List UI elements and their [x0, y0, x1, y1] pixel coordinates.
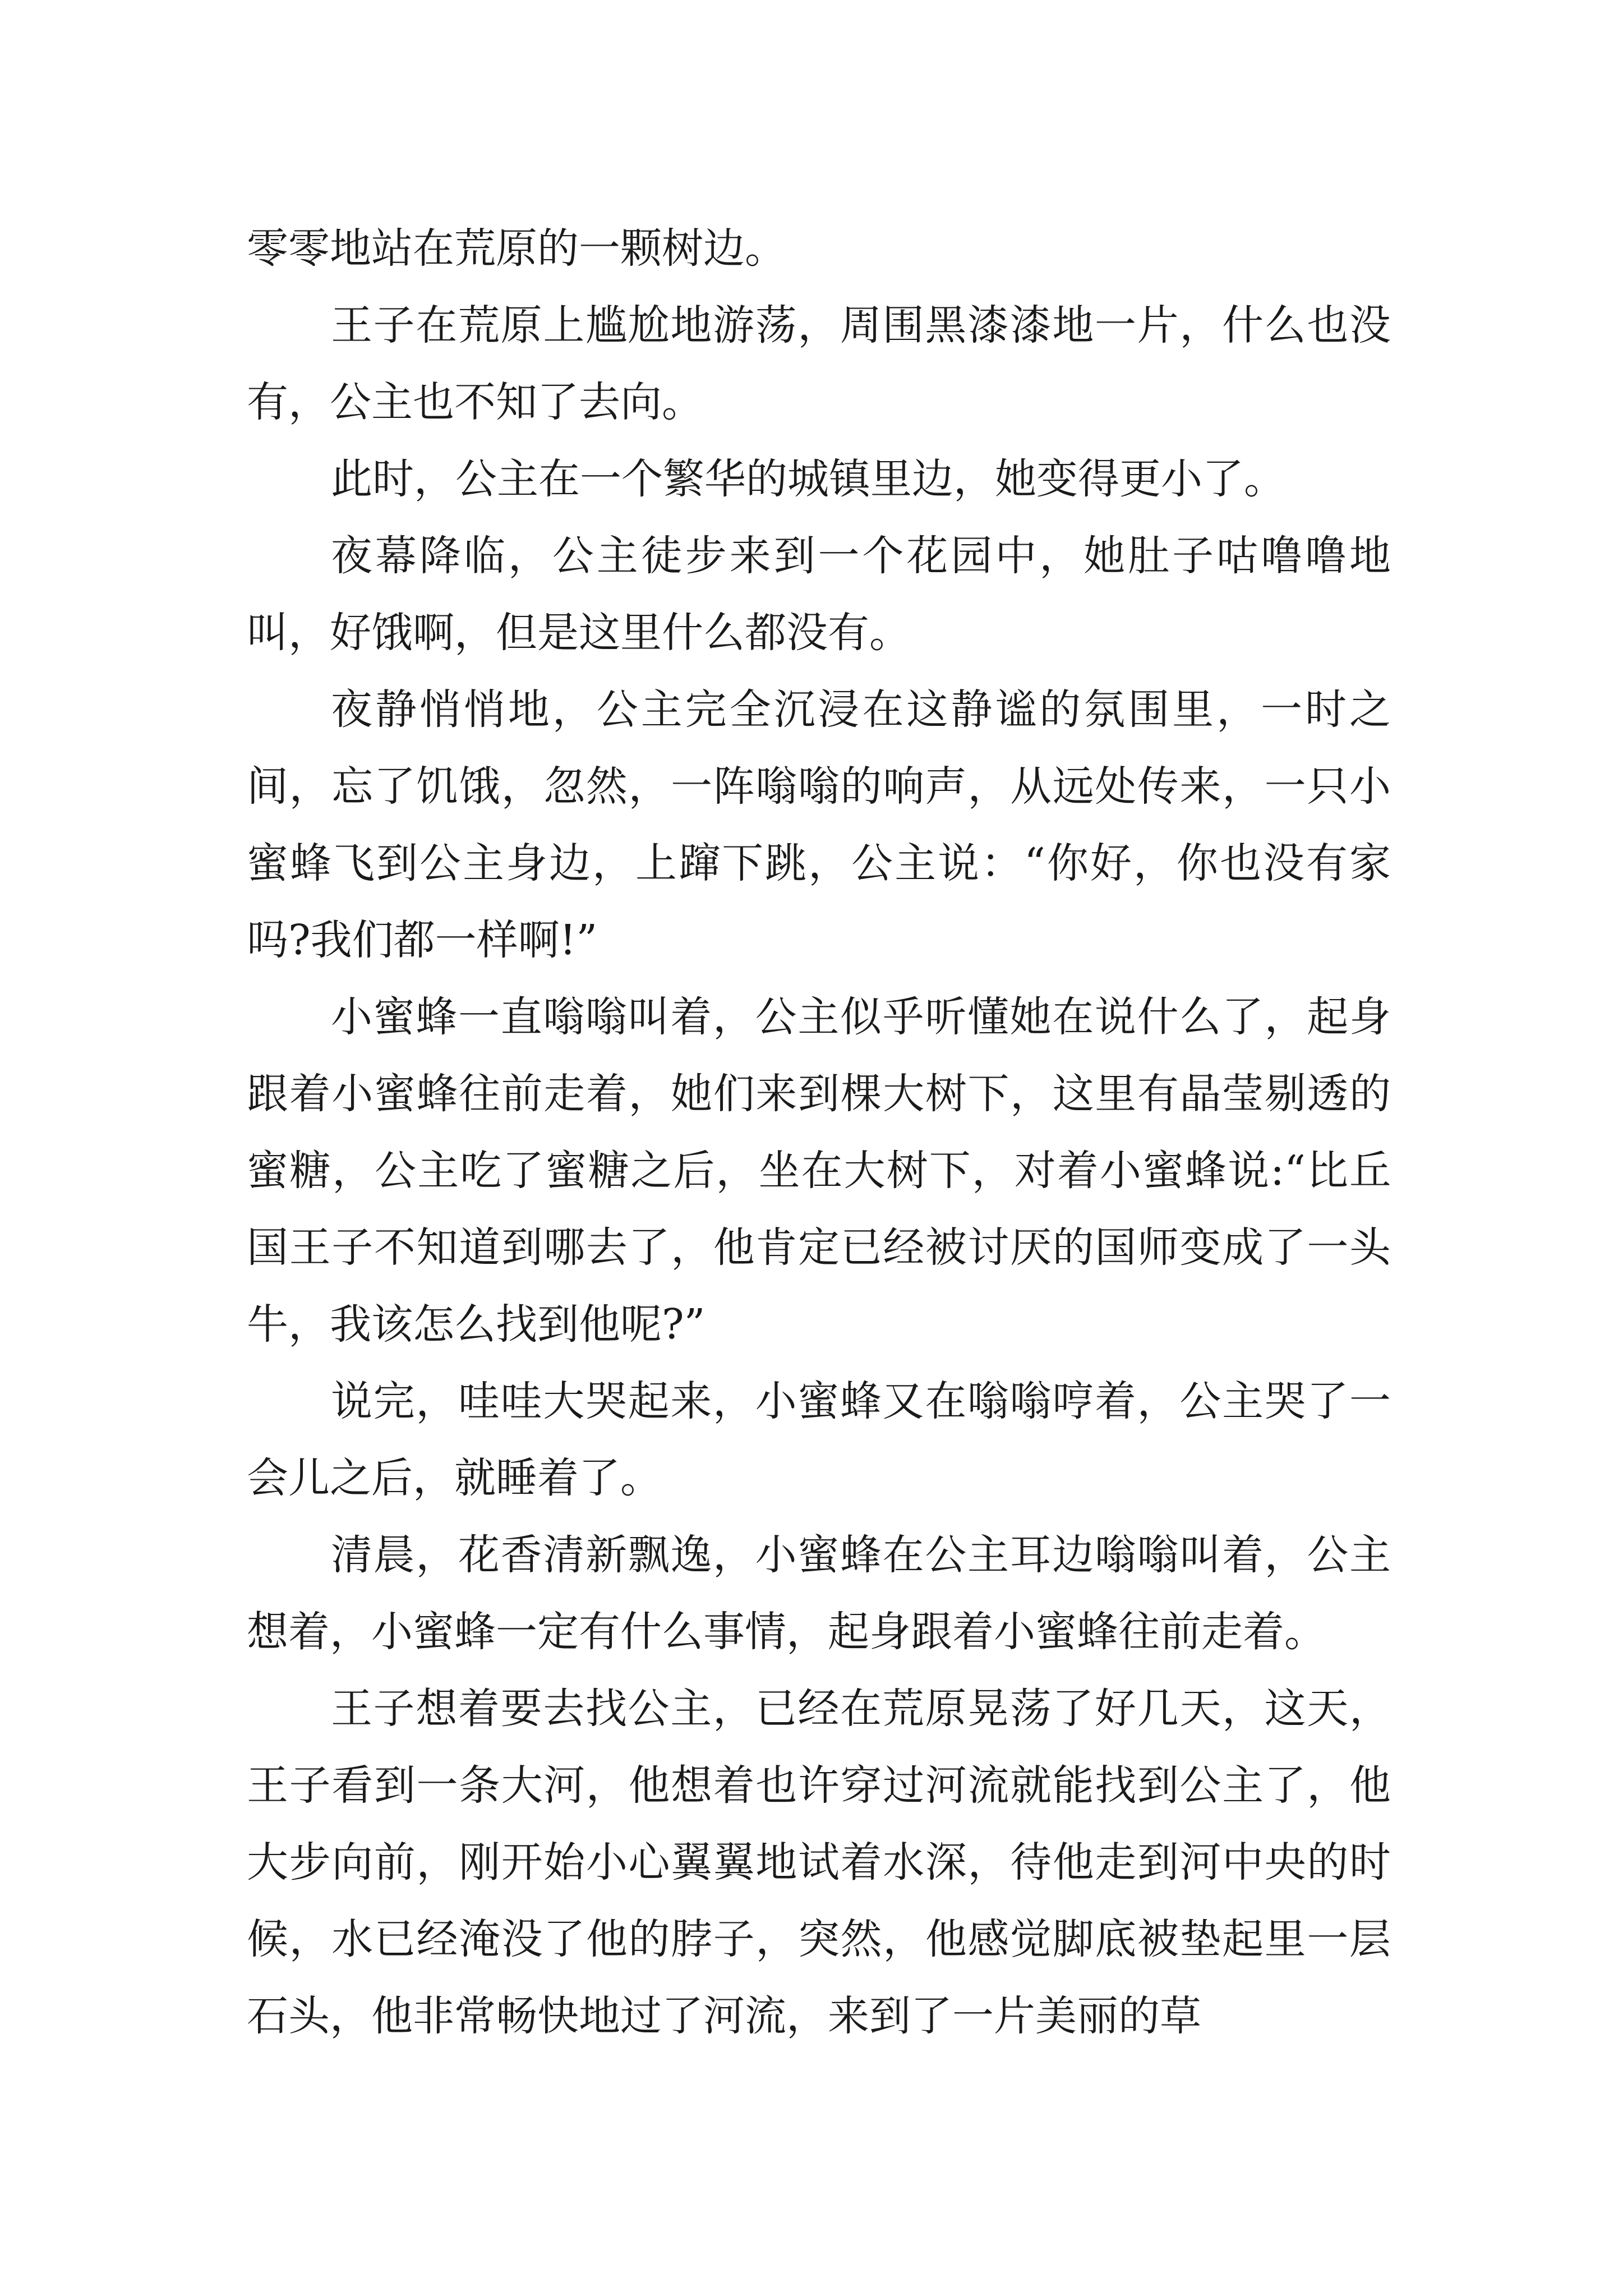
document-body: [247, 210, 1391, 2055]
paragraph-4: 夜幕降临，公主徒步来到一个花园中，她肚子咕噜噜地叫，好饿啊，但是这里什么都没有。: [247, 532, 1391, 657]
paragraph-9: 王子想着要去找公主，已经在荒原晃荡了好几天，这天，王子看到一条大河，他想着也许穿过河流就能找到公主了，他大步向前，刚开始小心翼翼地试着水深，待他走到河中央的时候，水已经淹没了他的脖子，突然，他感觉脚底被垫起里一层石头，他非常畅快地过了河流，来到了一片美丽的草: [247, 1685, 1391, 2040]
paragraph-7: 说完，哇哇大哭起来，小蜜蜂又在嗡嗡哼着，公主哭了一会儿之后，就睡着了。: [247, 1377, 1391, 1502]
paragraph-1: 零零地站在荒原的一颗树边。: [247, 224, 786, 273]
paragraph-5: 夜静悄悄地，公主完全沉浸在这静谧的氛围里，一时之间，忘了饥饿，忽然，一阵嗡嗡的响声，从远处传来，一只小蜜蜂飞到公主身边，上蹿下跳，公主说：“你好，你也没有家吗?我们都一样啊!”: [247, 685, 1391, 964]
paragraph-6: 小蜜蜂一直嗡嗡叫着，公主似乎听懂她在说什么了，起身跟着小蜜蜂往前走着，她们来到棵大树下，这里有晶莹剔透的蜜糖，公主吃了蜜糖之后，坐在大树下，对着小蜜蜂说:“比丘国王子不知道到哪去了，他肯定已经被讨厌的国师变成了一头牛，我该怎么找到他呢?”: [247, 993, 1391, 1349]
paragraph-8: 清晨，花香清新飘逸，小蜜蜂在公主耳边嗡嗡叫着，公主想着，小蜜蜂一定有什么事情，起身跟着小蜜蜂往前走着。: [247, 1531, 1391, 1656]
paragraph-3: 此时，公主在一个繁华的城镇里边，她变得更小了。: [331, 455, 1285, 503]
paragraph-2: 王子在荒原上尴尬地游荡，周围黑漆漆地一片，什么也没有，公主也不知了去向。: [247, 301, 1391, 426]
